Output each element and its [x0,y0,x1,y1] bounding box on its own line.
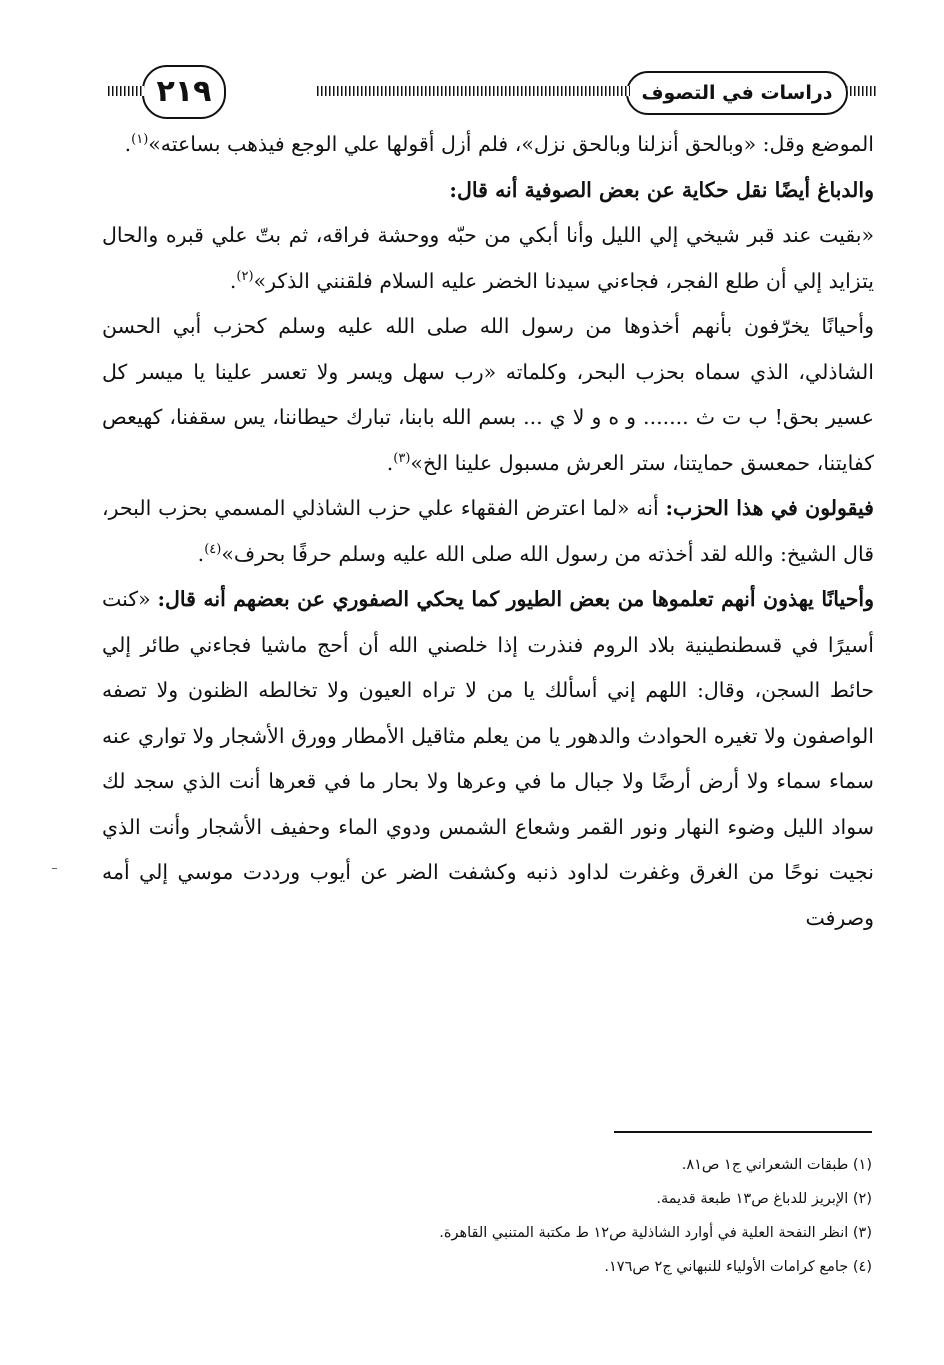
footnote-ref-2: (٢) [236,268,254,284]
paragraph-5: فيقولون في هذا الحزب: أنه «لما اعترض الفقهاء علي حزب الشاذلي المسمي بحزب البحر، قال الشيخ: والله لقد أخذته من رسول الله صلى الله عليه وسلم حرفًا بحرف»$^{(٤)}$. [102,496,874,566]
paragraph-6 [102,577,874,941]
book-title-box [626,71,848,115]
paragraph-5-lead: فيقولون في هذا الحزب: [665,496,874,520]
header-ornament-left [108,86,144,96]
paragraph-6-lead: وأحيانًا يهذون أنهم تعلموها من بعض الطيور كما يحكي الصفوري عن بعضهم أنه قال: [157,587,874,611]
footnote-2: (٢) الإبريز للدباغ ص١٣ طبعة قديمة. [656,1191,872,1207]
paragraph-2-text: والدباغ أيضًا نقل حكاية عن بعض الصوفية أنه قال: [449,177,874,202]
main-text [102,122,874,1122]
footnote-4: (٤) جامع كرامات الأولياء للنبهاني ج٢ ص١٧٦. [604,1259,872,1275]
paragraph-5-text: أنه «لما اعترض الفقهاء علي حزب الشاذلي المسمي بحزب البحر، قال الشيخ: والله لقد أخذته من رسول الله صلى الله عليه وسلم حرفًا بحرف» [102,496,874,566]
paragraph-1-text: الموضع وقل: «وبالحق أنزلنا وبالحق نزل»، فلم أزل أقولها علي الوجع فيذهب بساعته» [148,132,874,156]
footnote-3: (٣) انظر النفحة العلية في أوارد الشاذلية ص١٢ ط مكتبة المتنبي القاهرة. [439,1225,872,1241]
book-title: دراسات في التصوف [641,82,833,104]
footnotes [172,1148,872,1284]
footnote-ref-3: (٣) [393,450,411,466]
page-number-box [142,65,226,119]
paragraph-2 [102,168,874,214]
page-number: ٢١٩ [156,74,212,109]
footnote-ref-1: (١) [131,132,149,148]
paragraph-1: الموضع وقل: «وبالحق أنزلنا وبالحق نزل»، فلم أزل أقولها علي الوجع فيذهب بساعته»$^{(١)}$. [124,132,874,156]
running-header [108,62,876,120]
footnote-1: (١) طبقات الشعراني ج١ ص٨١. [681,1157,872,1173]
footnote-separator [614,1131,872,1133]
header-ornament-right [846,86,876,96]
header-ornament-middle [317,86,630,96]
paragraph-6-text: «كنت أسيرًا في قسطنطينية بلاد الروم فنذرت إذا خلصني الله أن أحج ماشيا فجاءني طائر إلي حائط السجن، وقال: اللهم إني أسألك يا من لا تراه العيون ولا تخالطه الظنون ولا تصفه الواصفون ولا تغيره الحوادث والدهور يا من يعلم مثاقيل الأمطار وورق الأشجار ولا تواري عنه سماء سماء ولا أرض أرضًا ولا جبال ما في وعرها ولا بحار ما في قعرها أنت الذي سجد لك سواد الليل وضوء النهار ونور القمر وشعاع الشمس ودوي الماء وحفيف الأشجار وأنت الذي نجيت نوحًا من الغرق وغفرت لداود ذنبه وكشفت الضر عن أيوب ورددت موسي إلي أمه وصرفت [102,587,874,930]
scan-speck [52,868,57,869]
paragraph-4: وأحيانًا يخرّفون بأنهم أخذوها من رسول الله صلى الله عليه وسلم كحزب أبي الحسن الشاذلي، الذي سماه بحزب البحر، وكلماته «رب سهل ويسر ولا تعسر علينا يا ميسر كل عسير بحق! ب ت ث ....... و ه و لا ي ... بسم الله بابنا، تبارك حيطاننا، يس سقفنا، كهيعص كفايتنا، حمعسق حمايتنا، ستر العرش مسبول علينا الخ»$^{(٣)}$. [102,314,874,475]
paragraph-3-text: «بقيت عند قبر شيخي إلي الليل وأنا أبكي من حبّه ووحشة فراقه، ثم بتّ علي قبره والحال يتزايد إلي أن طلع الفجر، فجاءني سيدنا الخضر عليه السلام فلقنني الذكر» [102,223,874,293]
paragraph-3: «بقيت عند قبر شيخي إلي الليل وأنا أبكي من حبّه ووحشة فراقه، ثم بتّ علي قبره والحال يتزايد إلي أن طلع الفجر، فجاءني سيدنا الخضر عليه السلام فلقنني الذكر»$^{(٢)}$. [102,223,874,293]
paragraph-4-text: وأحيانًا يخرّفون بأنهم أخذوها من رسول الله صلى الله عليه وسلم كحزب أبي الحسن الشاذلي، الذي سماه بحزب البحر، وكلماته «رب سهل ويسر ولا تعسر علينا يا ميسر كل عسير بحق! ب ت ث ....... و ه و لا ي ... بسم الله بابنا، تبارك حيطاننا، يس سقفنا، كهيعص كفايتنا، حمعسق حمايتنا، ستر العرش مسبول علينا الخ» [102,314,874,475]
footnote-ref-4: (٤) [204,541,222,557]
